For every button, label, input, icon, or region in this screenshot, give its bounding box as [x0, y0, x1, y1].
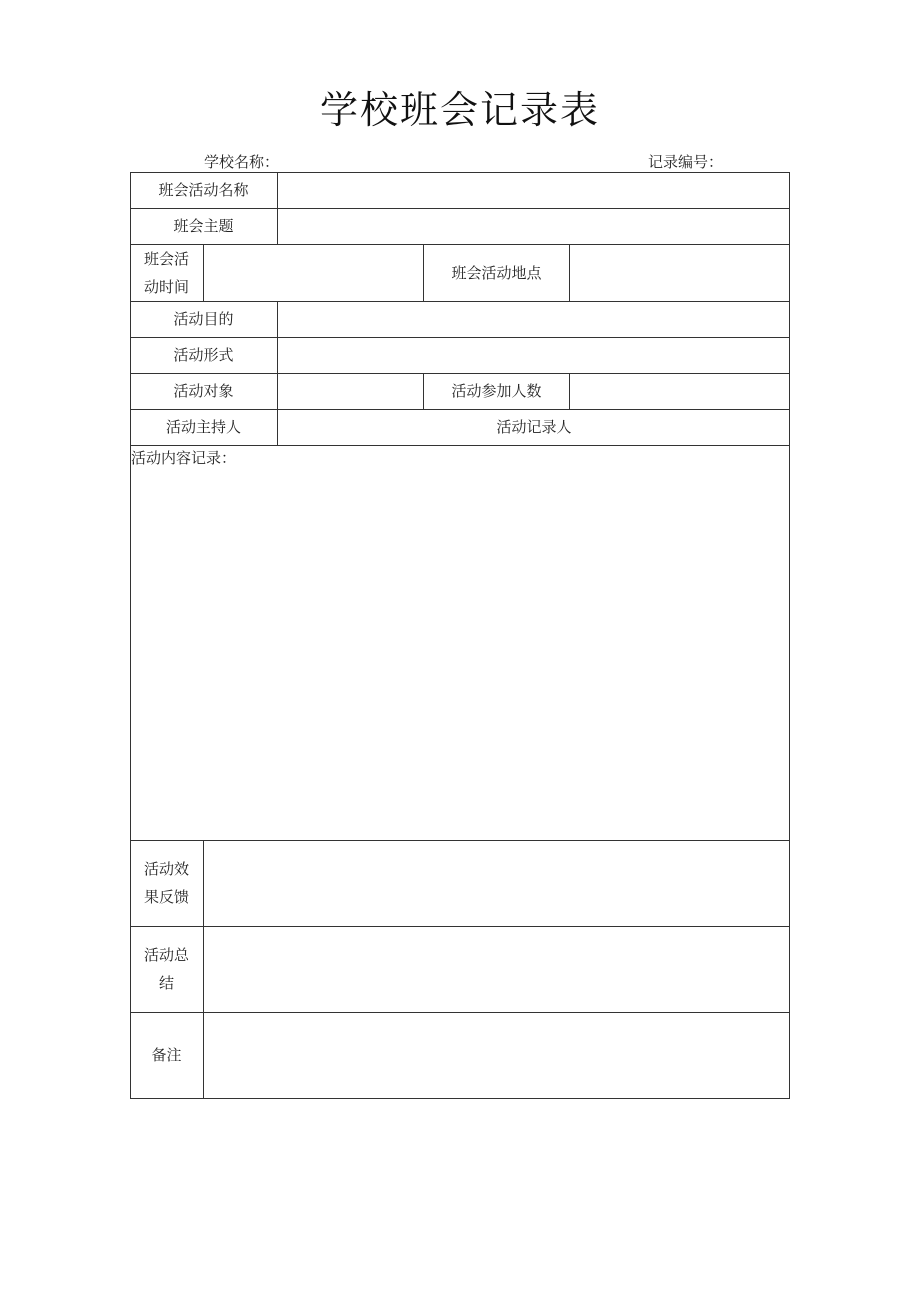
content-record-label: 活动内容记录：: [131, 449, 237, 467]
feedback-label: 活动效果反馈: [143, 860, 189, 906]
activity-time-input[interactable]: [204, 244, 423, 301]
school-name-label: 学校名称：: [204, 153, 280, 171]
activity-location-label: 班会活动地点: [451, 263, 542, 282]
content-record-area[interactable]: [131, 470, 789, 839]
remarks-input[interactable]: [204, 1012, 790, 1098]
form-title: 学校班会记录表: [319, 88, 600, 132]
row-divider: [130, 445, 790, 446]
participants-input[interactable]: [570, 373, 790, 409]
summary-label: 活动总结: [143, 946, 189, 992]
activity-location-input[interactable]: [570, 244, 790, 301]
participants-label: 活动参加人数: [451, 382, 542, 400]
record-number-label: 记录编号：: [648, 153, 724, 171]
activity-name-label: 班会活动名称: [158, 181, 249, 199]
target-input[interactable]: [278, 373, 423, 409]
purpose-input[interactable]: [278, 301, 790, 337]
summary-input[interactable]: [204, 926, 790, 1012]
theme-label: 班会主题: [173, 217, 234, 235]
recorder-label: 活动记录人: [496, 418, 572, 436]
target-label: 活动对象: [173, 382, 234, 400]
form-label: 活动形式: [173, 346, 234, 364]
feedback-input[interactable]: [204, 840, 790, 926]
host-label: 活动主持人: [165, 418, 241, 436]
activity-time-label: 班会活动时间: [143, 249, 189, 296]
theme-input[interactable]: [278, 208, 790, 244]
activity-name-input[interactable]: [278, 172, 790, 208]
purpose-label: 活动目的: [173, 310, 234, 328]
form-input[interactable]: [278, 337, 790, 373]
remarks-label: 备注: [151, 1046, 182, 1064]
